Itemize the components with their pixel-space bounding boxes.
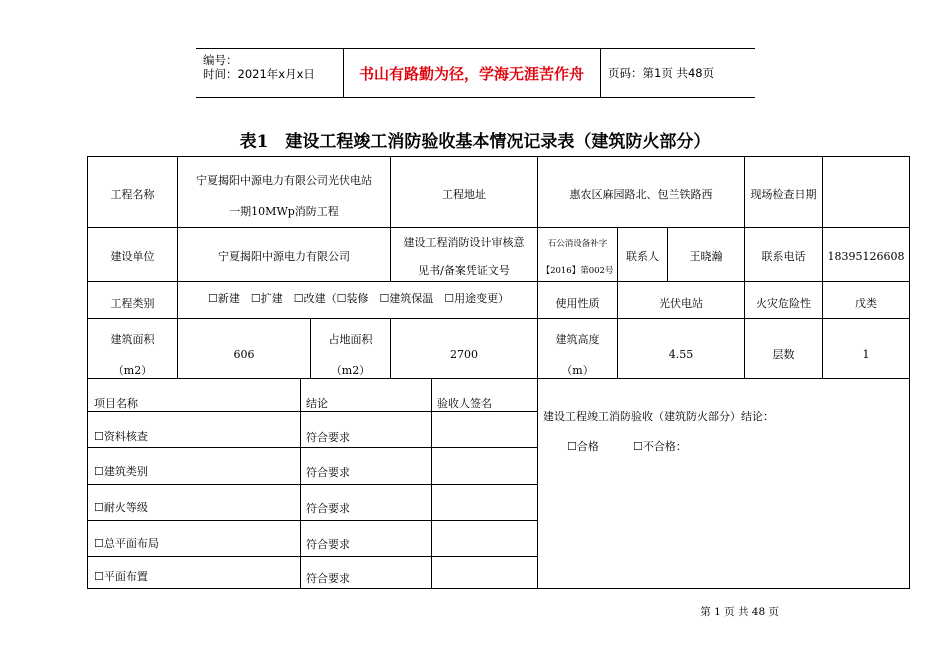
building-height-label-line1: 建筑高度 [555,333,600,346]
row-divider [87,556,538,557]
col-divider [177,281,178,319]
design-review-label-line1: 建设工程消防设计审核意 [403,236,525,249]
building-area-label-line2: （m2） [112,364,153,377]
contact-person-label: 联系人 [626,250,659,263]
row-divider [87,318,910,319]
project-address-value: 惠农区麻园路北、包兰铁路西 [569,188,713,201]
floors-value: 1 [862,348,870,361]
land-area-label-line1: 占地面积 [328,333,373,346]
header-meta [203,53,315,81]
check-item-name[interactable]: ☐建筑类别 [94,465,148,478]
row-divider [87,520,538,521]
fire-risk-label: 火灾危险性 [756,297,811,310]
col-divider [822,156,823,228]
check-item-result: 符合要求 [306,466,350,479]
page-header [196,48,755,98]
project-address-label: 工程地址 [442,188,486,201]
project-name-value-line1: 宁夏揭阳中源电力有限公司光伏电站 [196,174,372,187]
result-header: 结论 [306,397,328,410]
project-name-label: 工程名称 [110,188,155,201]
check-item-name[interactable]: ☐平面布置 [94,570,148,583]
check-item-result: 符合要求 [306,538,350,551]
table-border [87,156,910,157]
contact-phone-label: 联系电话 [761,250,806,263]
conclusion-pass-checkbox[interactable]: ☐合格 [567,440,599,453]
use-nature-value: 光伏电站 [659,297,703,310]
use-nature-label: 使用性质 [555,297,600,310]
building-area-value: 606 [233,348,255,361]
land-area-label-line2: （m2） [330,364,371,377]
table-border [909,156,910,589]
header-motto: 书山有路勤为径，学海无涯苦作舟 [358,64,584,83]
project-category-options[interactable]: ☐新建 ☐扩建 ☐改建（☐装修 ☐建筑保温 ☐用途变更） [208,292,510,305]
design-review-label-line2: 见书/备案凭证文号 [418,264,510,277]
page-footer: 第 1 页 共 48 页 [700,606,779,618]
table-border [87,588,910,589]
building-height-value: 4.55 [668,348,694,361]
row-divider [87,281,910,282]
check-item-name[interactable]: ☐耐火等级 [94,501,148,514]
row-divider [87,227,910,228]
row-divider [87,411,538,412]
row-divider [87,484,538,485]
form-title: 表1 建设工程竣工消防验收基本情况记录表（建筑防火部分） [239,132,711,152]
item-name-header: 项目名称 [94,397,138,410]
land-area-value: 2700 [450,348,478,361]
project-name-value-line2: 一期10MWp消防工程 [229,205,339,218]
row-divider [87,378,910,379]
conclusion-fail-checkbox[interactable]: ☐不合格： [633,440,687,453]
inspection-date-label: 现场检查日期 [750,188,817,201]
conclusion-label: 建设工程竣工消防验收（建筑防火部分）结论： [543,410,774,423]
contact-phone-value: 18395126608 [827,250,905,263]
contact-person-value: 王晓瀚 [689,250,723,263]
check-item-result: 符合要求 [306,572,350,585]
fire-risk-value: 戊类 [855,297,877,310]
row-divider [87,447,538,448]
construction-unit-label: 建设单位 [110,250,155,263]
document-time: 时间：2021年x月x日 [203,67,315,81]
header-divider [600,49,601,97]
signature-header: 验收人签名 [437,397,492,410]
check-item-name[interactable]: ☐资料核查 [94,430,148,443]
design-review-number-line2: 【2016】第002号 [541,266,614,276]
floors-label: 层数 [772,348,795,361]
check-item-result: 符合要求 [306,431,350,444]
check-item-name[interactable]: ☐总平面布局 [94,537,159,550]
construction-unit-value: 宁夏揭阳中源电力有限公司 [218,250,350,263]
check-item-result: 符合要求 [306,502,350,515]
building-area-label-line1: 建筑面积 [110,333,155,346]
project-category-label: 工程类别 [110,297,155,310]
design-review-number-line1: 石公消设备补字 [547,239,608,249]
header-page-info: 页码：第1页 共48页 [608,66,715,80]
document-number-label: 编号： [203,53,238,67]
building-height-label-line2: （m） [561,364,594,377]
